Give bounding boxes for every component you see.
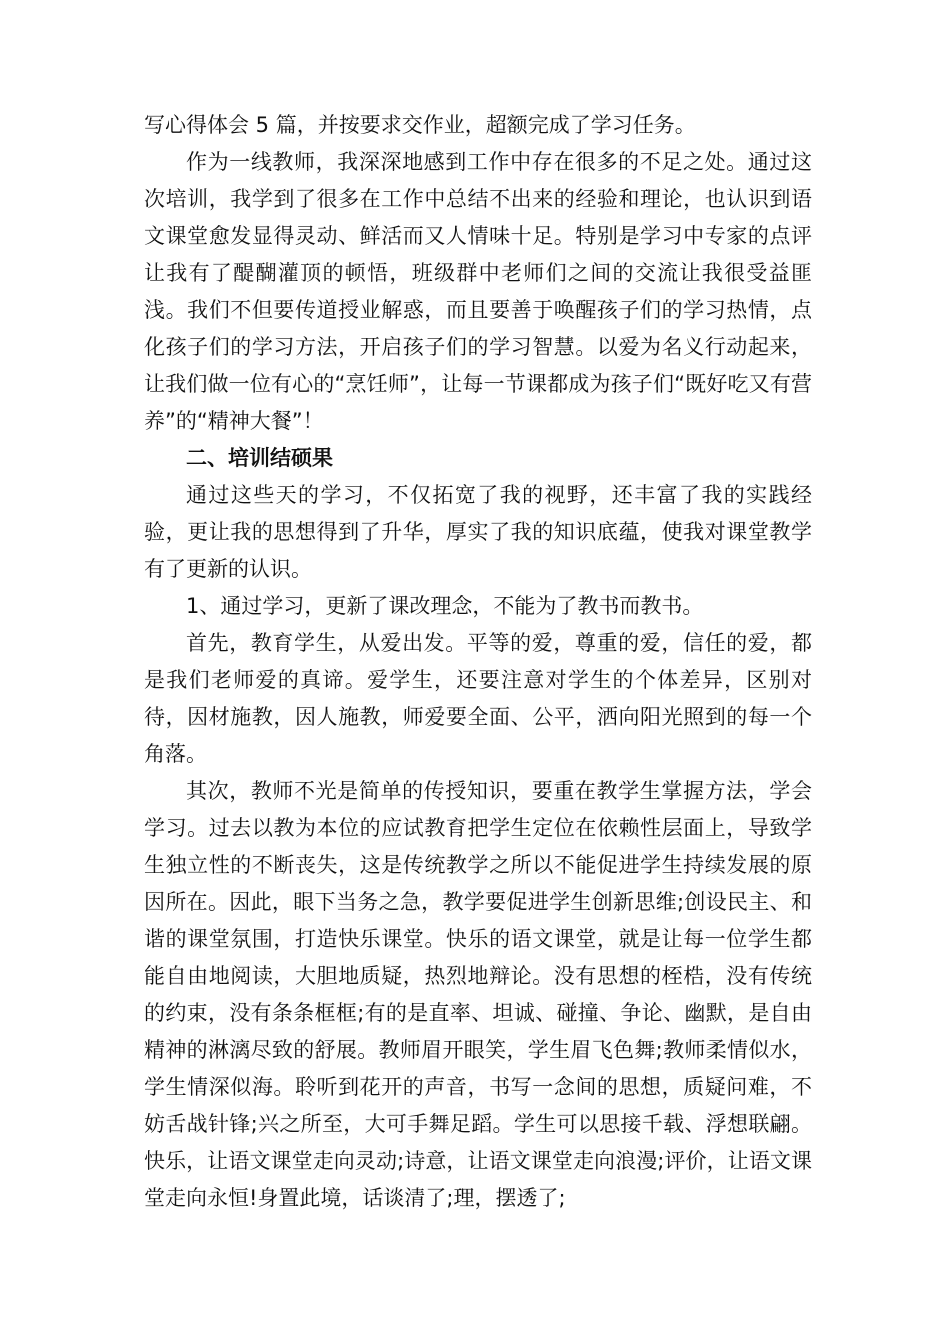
section-heading: 二、培训结硕果 [186,446,333,470]
paragraph-point-1: 1、通过学习，更新了课改理念，不能为了教书而教书。 [186,594,704,618]
paragraph-continuation: 写心得体会 5 篇，并按要求交作业，超额完成了学习任务。 [144,113,696,137]
document-body [144,107,812,1217]
paragraph-first: 首先，教育学生，从爱出发。平等的爱，尊重的爱，信任的爱，都是我们老师爱的真谛。爱学生，还要注意对学生的个体差异，区别对待，因材施教，因人施教，师爱要全面、公平，洒向阳光照到的每一个角落。 [144,631,812,766]
paragraph-reflection: 作为一线教师，我深深地感到工作中存在很多的不足之处。通过这次培训，我学到了很多在工作中总结不出来的经验和理论，也认识到语文课堂愈发显得灵动、鲜活而又人情味十足。特别是学习中专家的点评让我有了醍醐灌顶的顿悟，班级群中老师们之间的交流让我很受益匪浅。我们不但要传道授业解惑，而且要善于唤醒孩子们的学习热情，点化孩子们的学习方法，开启孩子们的学习智慧。以爱为名义行动起来，让我们做一位有心的“烹饪师”，让每一节课都成为孩子们“既好吃又有营养”的“精神大餐”！ [144,150,812,433]
paragraph-results-intro: 通过这些天的学习，不仅拓宽了我的视野，还丰富了我的实践经验，更让我的思想得到了升华，厚实了我的知识底蕴，使我对课堂教学有了更新的认识。 [144,483,812,581]
paragraph-second: 其次，教师不光是简单的传授知识，要重在教学生掌握方法，学会学习。过去以教为本位的应试教育把学生定位在依赖性层面上，导致学生独立性的不断丧失，这是传统教学之所以不能促进学生持续发展的原因所在。因此，眼下当务之急，教学要促进学生创新思维;创设民主、和谐的课堂氛围，打造快乐课堂。快乐的语文课堂，就是让每一位学生都能自由地阅读，大胆地质疑，热烈地辩论。没有思想的桎梏，没有传统的约束，没有条条框框;有的是直率、坦诚、碰撞、争论、幽默，是自由精神的淋漓尽致的舒展。教师眉开眼笑，学生眉飞色舞;教师柔情似水，学生情深似海。聆听到花开的声音，书写一念间的思想，质疑问难，不妨舌战针锋;兴之所至，大可手舞足蹈。学生可以思接千载、浮想联翩。快乐，让语文课堂走向灵动;诗意，让语文课堂走向浪漫;评价，让语文课堂走向永恒!身置此境，话谈清了;理，摆透了; [144,779,812,1210]
